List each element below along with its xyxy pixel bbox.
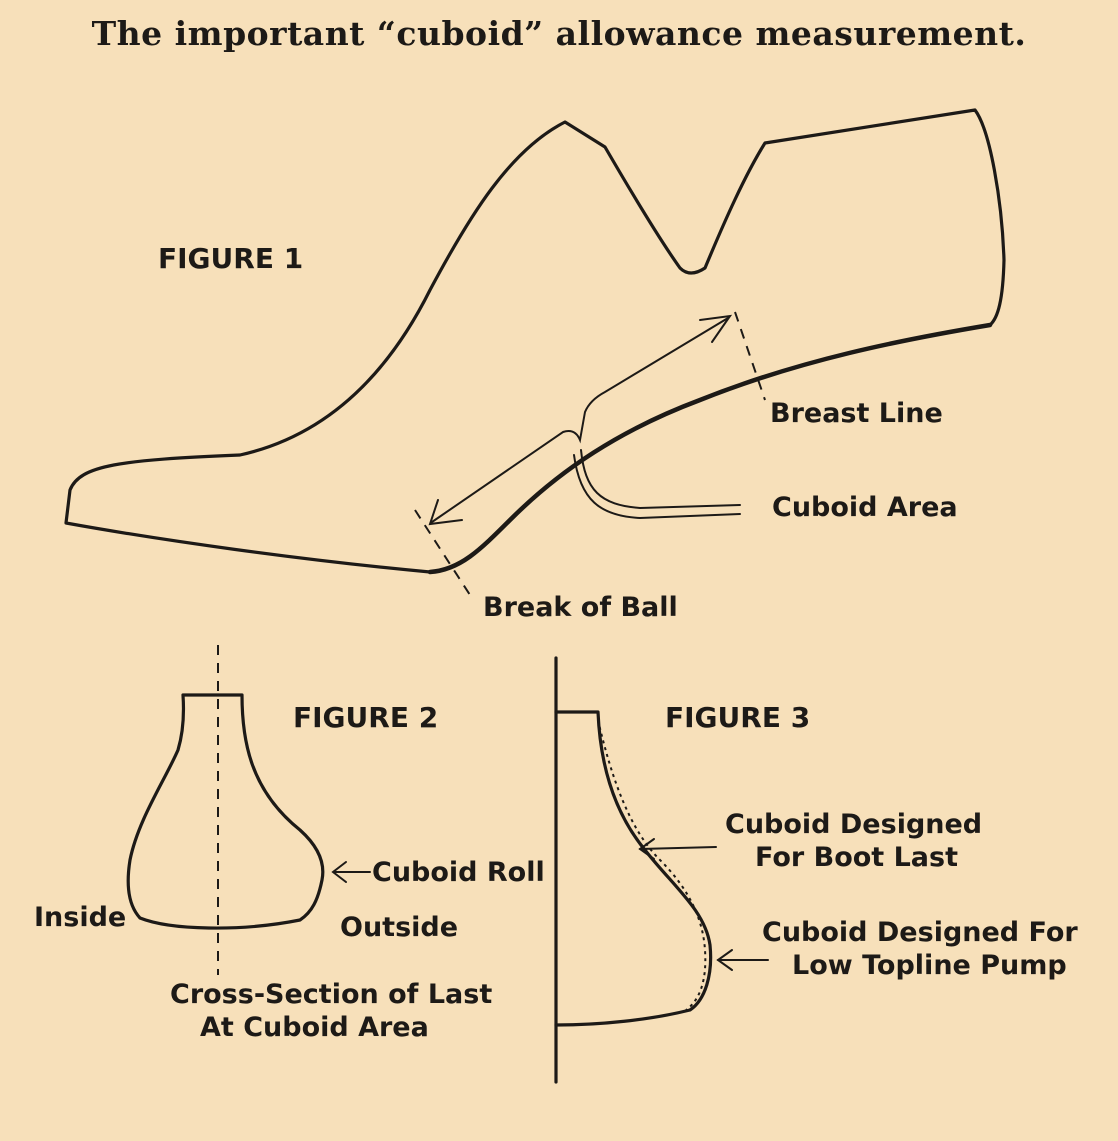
cuboid-area-line-2 <box>574 455 740 518</box>
caption-line-1: Cross-Section of Last <box>170 979 493 1010</box>
profile-outline <box>556 712 711 1025</box>
pump-label-line-1: Cuboid Designed For <box>762 917 1078 948</box>
figure-1-label: FIGURE 1 <box>158 242 304 275</box>
boot-label-line-1: Cuboid Designed <box>725 809 983 840</box>
alternate-profile-dotted <box>598 720 705 1010</box>
breast-line-label: Breast Line <box>770 398 943 429</box>
sole-line <box>430 325 990 572</box>
outside-label: Outside <box>340 912 459 943</box>
pump-label-line-2: Low Topline Pump <box>792 950 1067 981</box>
boot-label-line-2: For Boot Last <box>755 842 959 873</box>
figure-1 <box>66 110 1004 623</box>
cuboid-roll-label: Cuboid Roll <box>372 857 545 888</box>
inside-label: Inside <box>34 902 127 933</box>
cuboid-area-label: Cuboid Area <box>772 492 958 523</box>
figure-2 <box>34 645 545 1043</box>
page-title: The important “cuboid” allowance measurement. <box>91 14 1027 53</box>
figure-3-label: FIGURE 3 <box>665 701 811 734</box>
figure-2-label: FIGURE 2 <box>293 701 439 734</box>
break-of-ball-label: Break of Ball <box>483 592 678 623</box>
boot-arrow <box>640 847 716 849</box>
cuboid-area-line-1 <box>581 450 740 508</box>
caption-line-2: At Cuboid Area <box>200 1012 429 1043</box>
measure-line <box>432 318 728 522</box>
figure-3 <box>556 658 1078 1082</box>
